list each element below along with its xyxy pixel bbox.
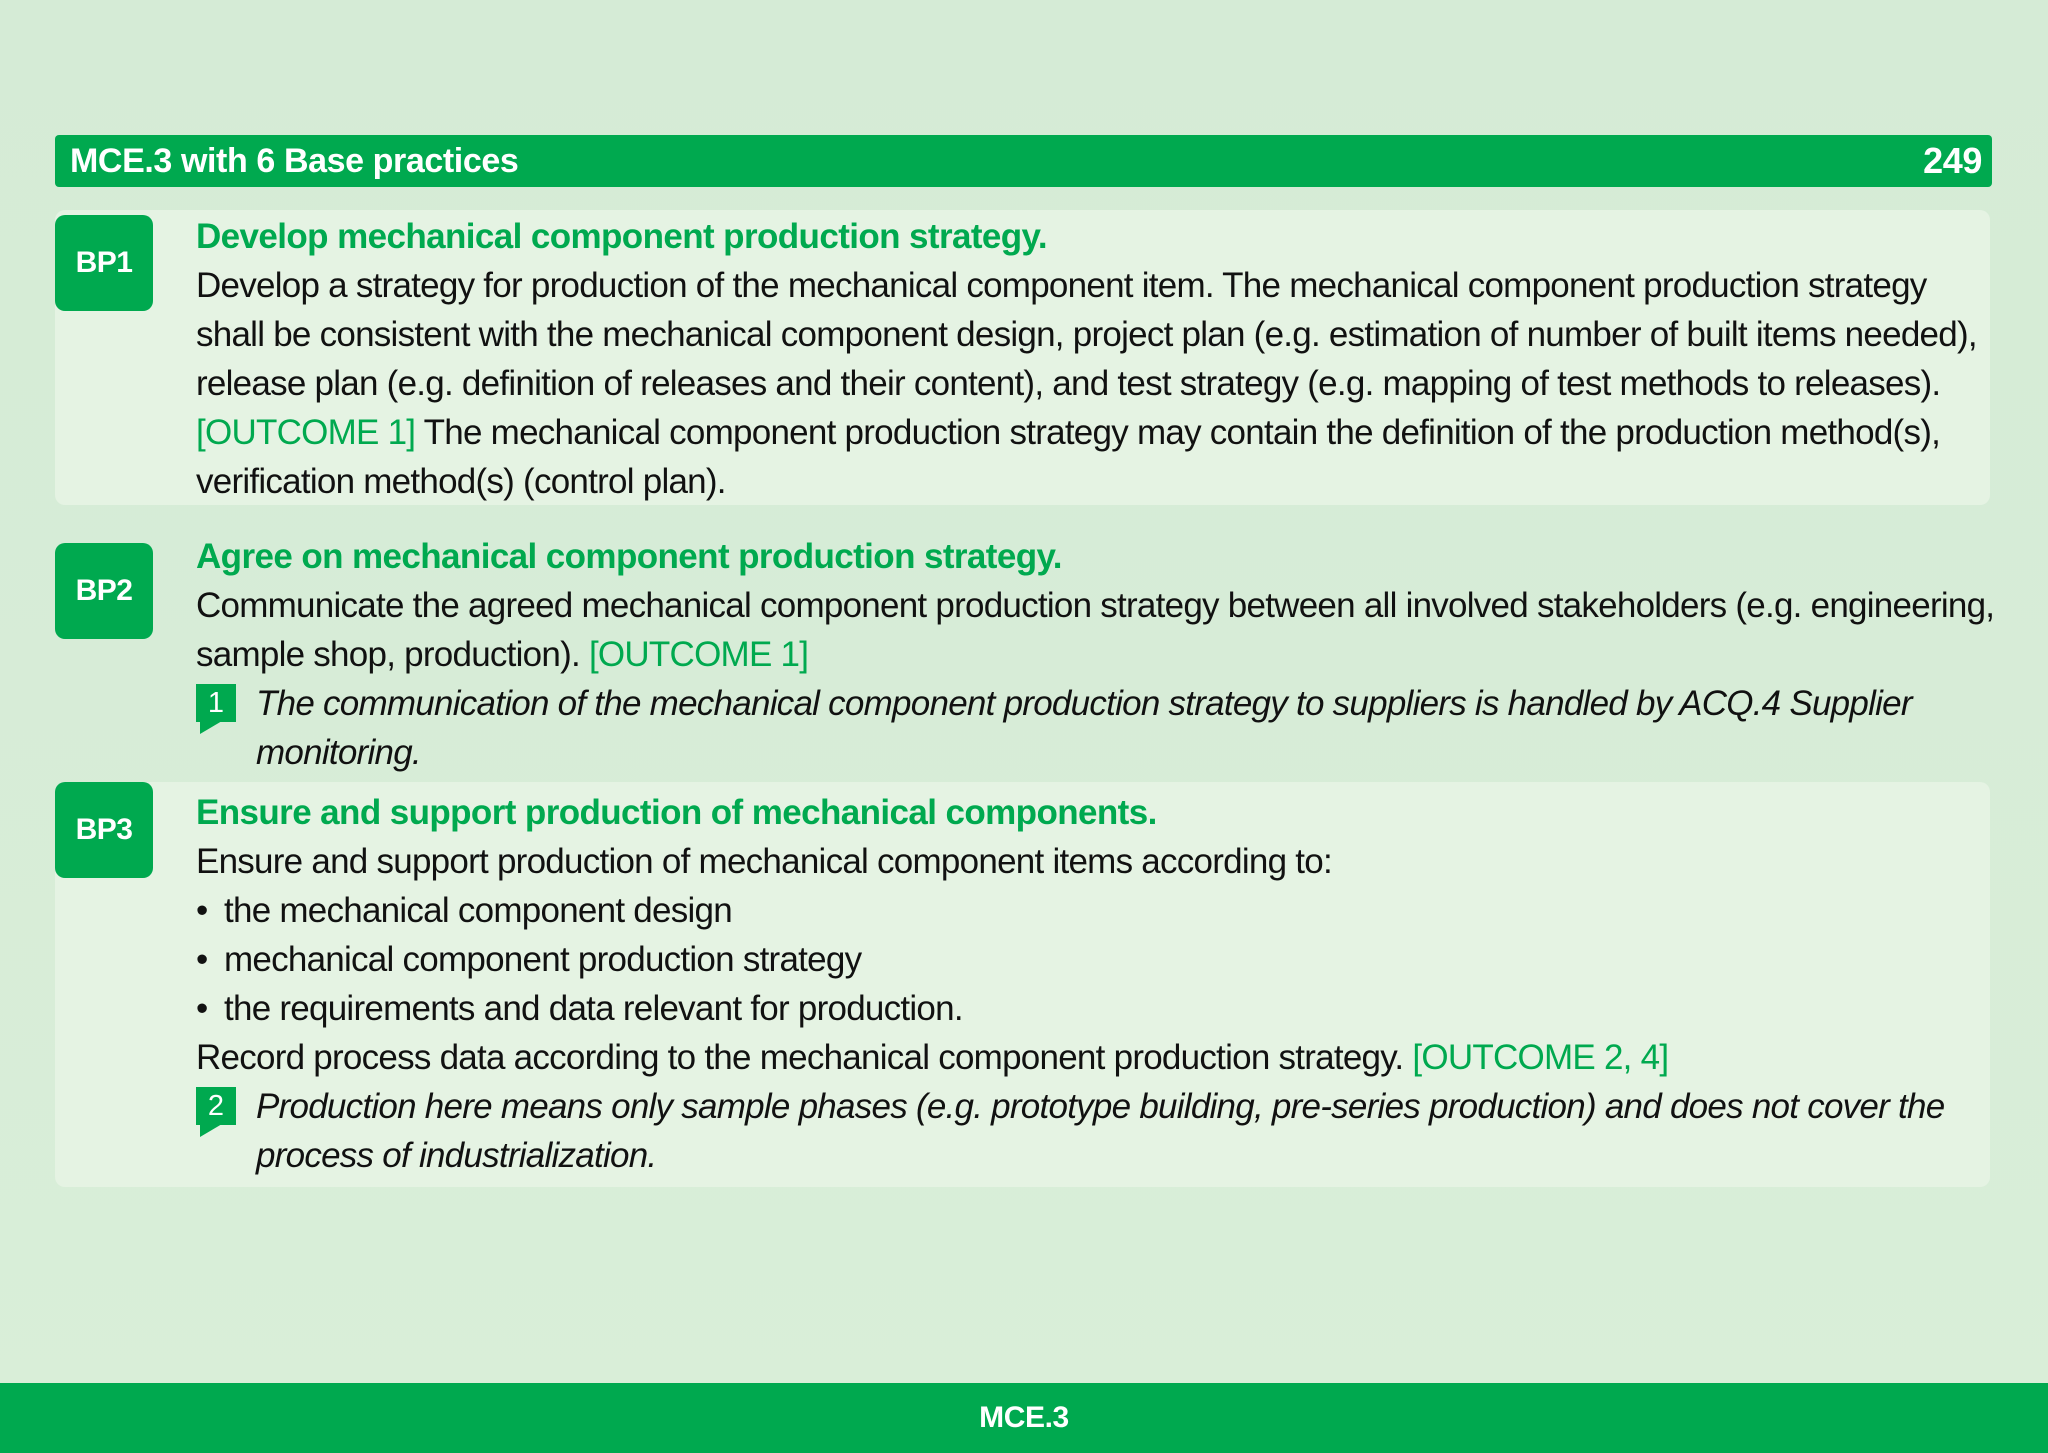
bp3-title: Ensure and support production of mechanical components. xyxy=(196,793,1157,832)
bp2-note xyxy=(196,679,1930,777)
footer-label: MCE.3 xyxy=(979,1401,1069,1434)
bp3-bullet-item xyxy=(196,886,1930,935)
bp3-intro: Ensure and support production of mechanical component items according to: xyxy=(196,842,1332,881)
bp1-text-line xyxy=(196,408,1941,457)
bp3-badge: BP3 xyxy=(55,782,153,878)
bp1-badge: BP1 xyxy=(55,215,153,311)
section-title: MCE.3 with 6 Base practices xyxy=(70,141,519,180)
bp1-text-continuation: The mechanical component production strategy may contain the definition of the production method(s), xyxy=(415,413,1941,452)
section-header-bar xyxy=(55,135,1992,187)
bullet-icon: • xyxy=(196,891,208,930)
bp3-record-text: Record process data according to the mechanical component production strategy. xyxy=(196,1038,1413,1077)
bp3-note-line: Production here means only sample phases (e.g. prototype building, pre-series production) and does not cover the xyxy=(256,1087,1945,1126)
bp2-text-line xyxy=(196,630,1930,679)
bp1-text-line: verification method(s) (control plan). xyxy=(196,462,726,501)
bp3-text-line xyxy=(196,1033,1930,1082)
bp2-note-line: The communication of the mechanical component production strategy to suppliers is handled by ACQ.4 Supplier xyxy=(256,684,1912,723)
bp1-title: Develop mechanical component production strategy. xyxy=(196,217,1047,256)
bp2-note-line: monitoring. xyxy=(256,733,421,772)
bp3-block xyxy=(55,782,1990,1187)
bp2-content xyxy=(196,532,1995,777)
bp1-text-line: Develop a strategy for production of the mechanical component item. The mechanical component production strategy xyxy=(196,266,1927,305)
bp2-outcome-reference: [OUTCOME 1] xyxy=(588,635,809,674)
bp3-note-line: process of industrialization. xyxy=(256,1136,657,1175)
bp3-note xyxy=(196,1082,1945,1180)
bp1-text-line: release plan (e.g. definition of releases and their content), and test strategy (e.g. mapping of test methods to releases). xyxy=(196,364,1941,403)
bp1-text-line: shall be consistent with the mechanical component design, project plan (e.g. estimation of number of built items needed), xyxy=(196,315,1977,354)
bullet-icon: • xyxy=(196,989,208,1028)
bp1-content xyxy=(196,212,1977,506)
bp3-bullet-text: the requirements and data relevant for production. xyxy=(224,989,963,1028)
note-2-marker-icon: 2 xyxy=(196,1087,236,1125)
bp2-block xyxy=(55,530,1995,775)
bp2-badge: BP2 xyxy=(55,543,153,639)
bp3-bullet-text: the mechanical component design xyxy=(224,891,732,930)
bp2-text-start: sample shop, production). xyxy=(196,635,589,674)
bp3-bullet-item xyxy=(196,984,1930,1033)
bp3-bullet-item xyxy=(196,935,1930,984)
bp1-block xyxy=(55,210,1990,505)
bp3-outcome-reference: [OUTCOME 2, 4] xyxy=(1412,1038,1669,1077)
note-1-marker-icon: 1 xyxy=(196,684,236,722)
bp1-outcome-reference: [OUTCOME 1] xyxy=(196,413,416,452)
bp2-text-line: Communicate the agreed mechanical component production strategy between all involved stakeholders (e.g. engineering, xyxy=(196,586,1995,625)
bullet-icon: • xyxy=(196,940,208,979)
footer-bar xyxy=(0,1383,2048,1453)
page-number: 249 xyxy=(1923,140,1982,181)
bp3-content xyxy=(196,788,1945,1180)
bp3-bullet-text: mechanical component production strategy xyxy=(224,940,862,979)
bp2-title: Agree on mechanical component production strategy. xyxy=(196,537,1062,576)
